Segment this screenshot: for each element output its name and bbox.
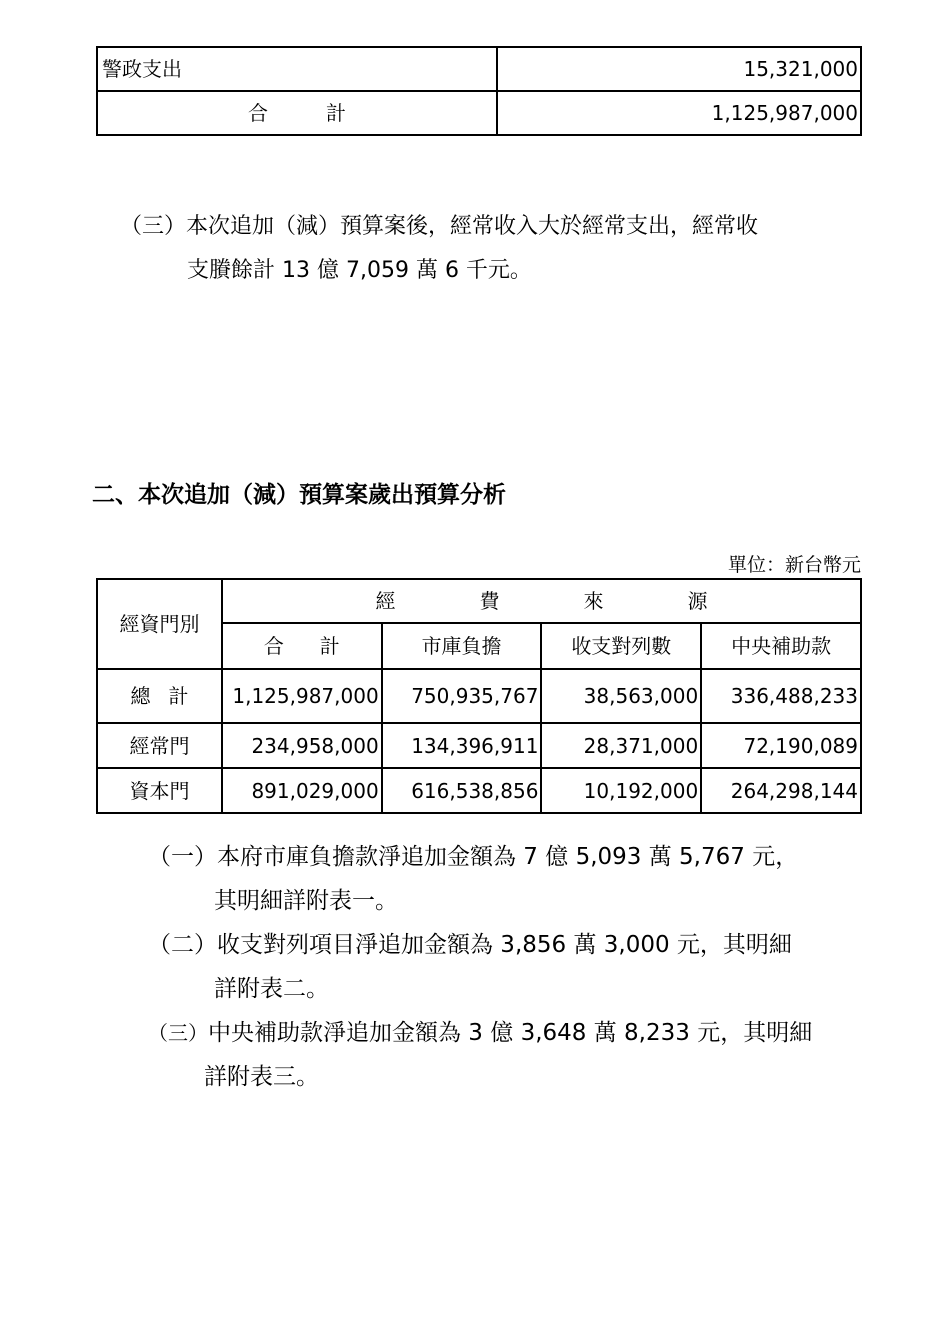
unit-label: 單位：新台幣元 (727, 554, 861, 576)
table-row (97, 47, 861, 91)
column-header: 市庫負擔 (382, 623, 542, 669)
cell: 234,958,000 (222, 723, 382, 768)
table-header-row (97, 579, 861, 623)
paragraph-line: 支賸餘計 13 億 7,059 萬 6 千元。 (187, 258, 532, 283)
row-label: 經常門 (97, 723, 222, 768)
total-label: 合計 (97, 91, 497, 135)
column-header: 中央補助款 (701, 623, 861, 669)
list-item (148, 923, 868, 1011)
cell: 616,538,856 (382, 768, 542, 813)
column-header: 合計 (222, 623, 382, 669)
table-row (97, 91, 861, 135)
list-marker: （一） (148, 844, 217, 870)
item-line: 詳附表二。 (214, 976, 329, 1002)
item-line: 其明細詳附表一。 (214, 888, 398, 914)
row-label: 警政支出 (97, 47, 497, 91)
list-marker: （三） (120, 214, 187, 239)
section-heading: 二、本次追加（減）預算案歲出預算分析 (92, 481, 506, 508)
table-row (97, 768, 861, 813)
total-value: 1,125,987,000 (497, 91, 861, 135)
group-header: 經費來源 (222, 579, 861, 623)
cell: 38,563,000 (541, 669, 701, 723)
row-header: 經資門別 (97, 579, 222, 669)
item-line: 中央補助款淨追加金額為 3 億 3,648 萬 8,233 元，其明細 (208, 1020, 813, 1046)
cell: 134,396,911 (382, 723, 542, 768)
cell: 28,371,000 (541, 723, 701, 768)
cell: 336,488,233 (701, 669, 861, 723)
cell: 891,029,000 (222, 768, 382, 813)
item-line: 收支對列項目淨追加金額為 3,856 萬 3,000 元，其明細 (217, 932, 792, 958)
column-header: 收支對列數 (541, 623, 701, 669)
list-marker: （二） (148, 932, 217, 958)
item-line: 詳附表三。 (204, 1064, 319, 1090)
row-label: 資本門 (97, 768, 222, 813)
cell: 1,125,987,000 (222, 669, 382, 723)
item-line: 本府市庫負擔款淨追加金額為 7 億 5,093 萬 5,767 元， (217, 844, 799, 870)
table-row (97, 723, 861, 768)
cell: 264,298,144 (701, 768, 861, 813)
list-item (148, 835, 868, 923)
row-label: 總計 (97, 669, 222, 723)
section-3-paragraph (120, 205, 865, 293)
paragraph-line: 本次追加（減）預算案後，經常收入大於經常支出，經常收 (186, 214, 759, 239)
list-marker: （三） (148, 1021, 208, 1045)
table-row (97, 669, 861, 723)
expenditure-analysis-table (96, 578, 862, 814)
cell: 72,190,089 (701, 723, 861, 768)
top-summary-table (96, 46, 862, 136)
list-item (148, 1011, 868, 1099)
row-value: 15,321,000 (497, 47, 861, 91)
cell: 750,935,767 (382, 669, 542, 723)
cell: 10,192,000 (541, 768, 701, 813)
